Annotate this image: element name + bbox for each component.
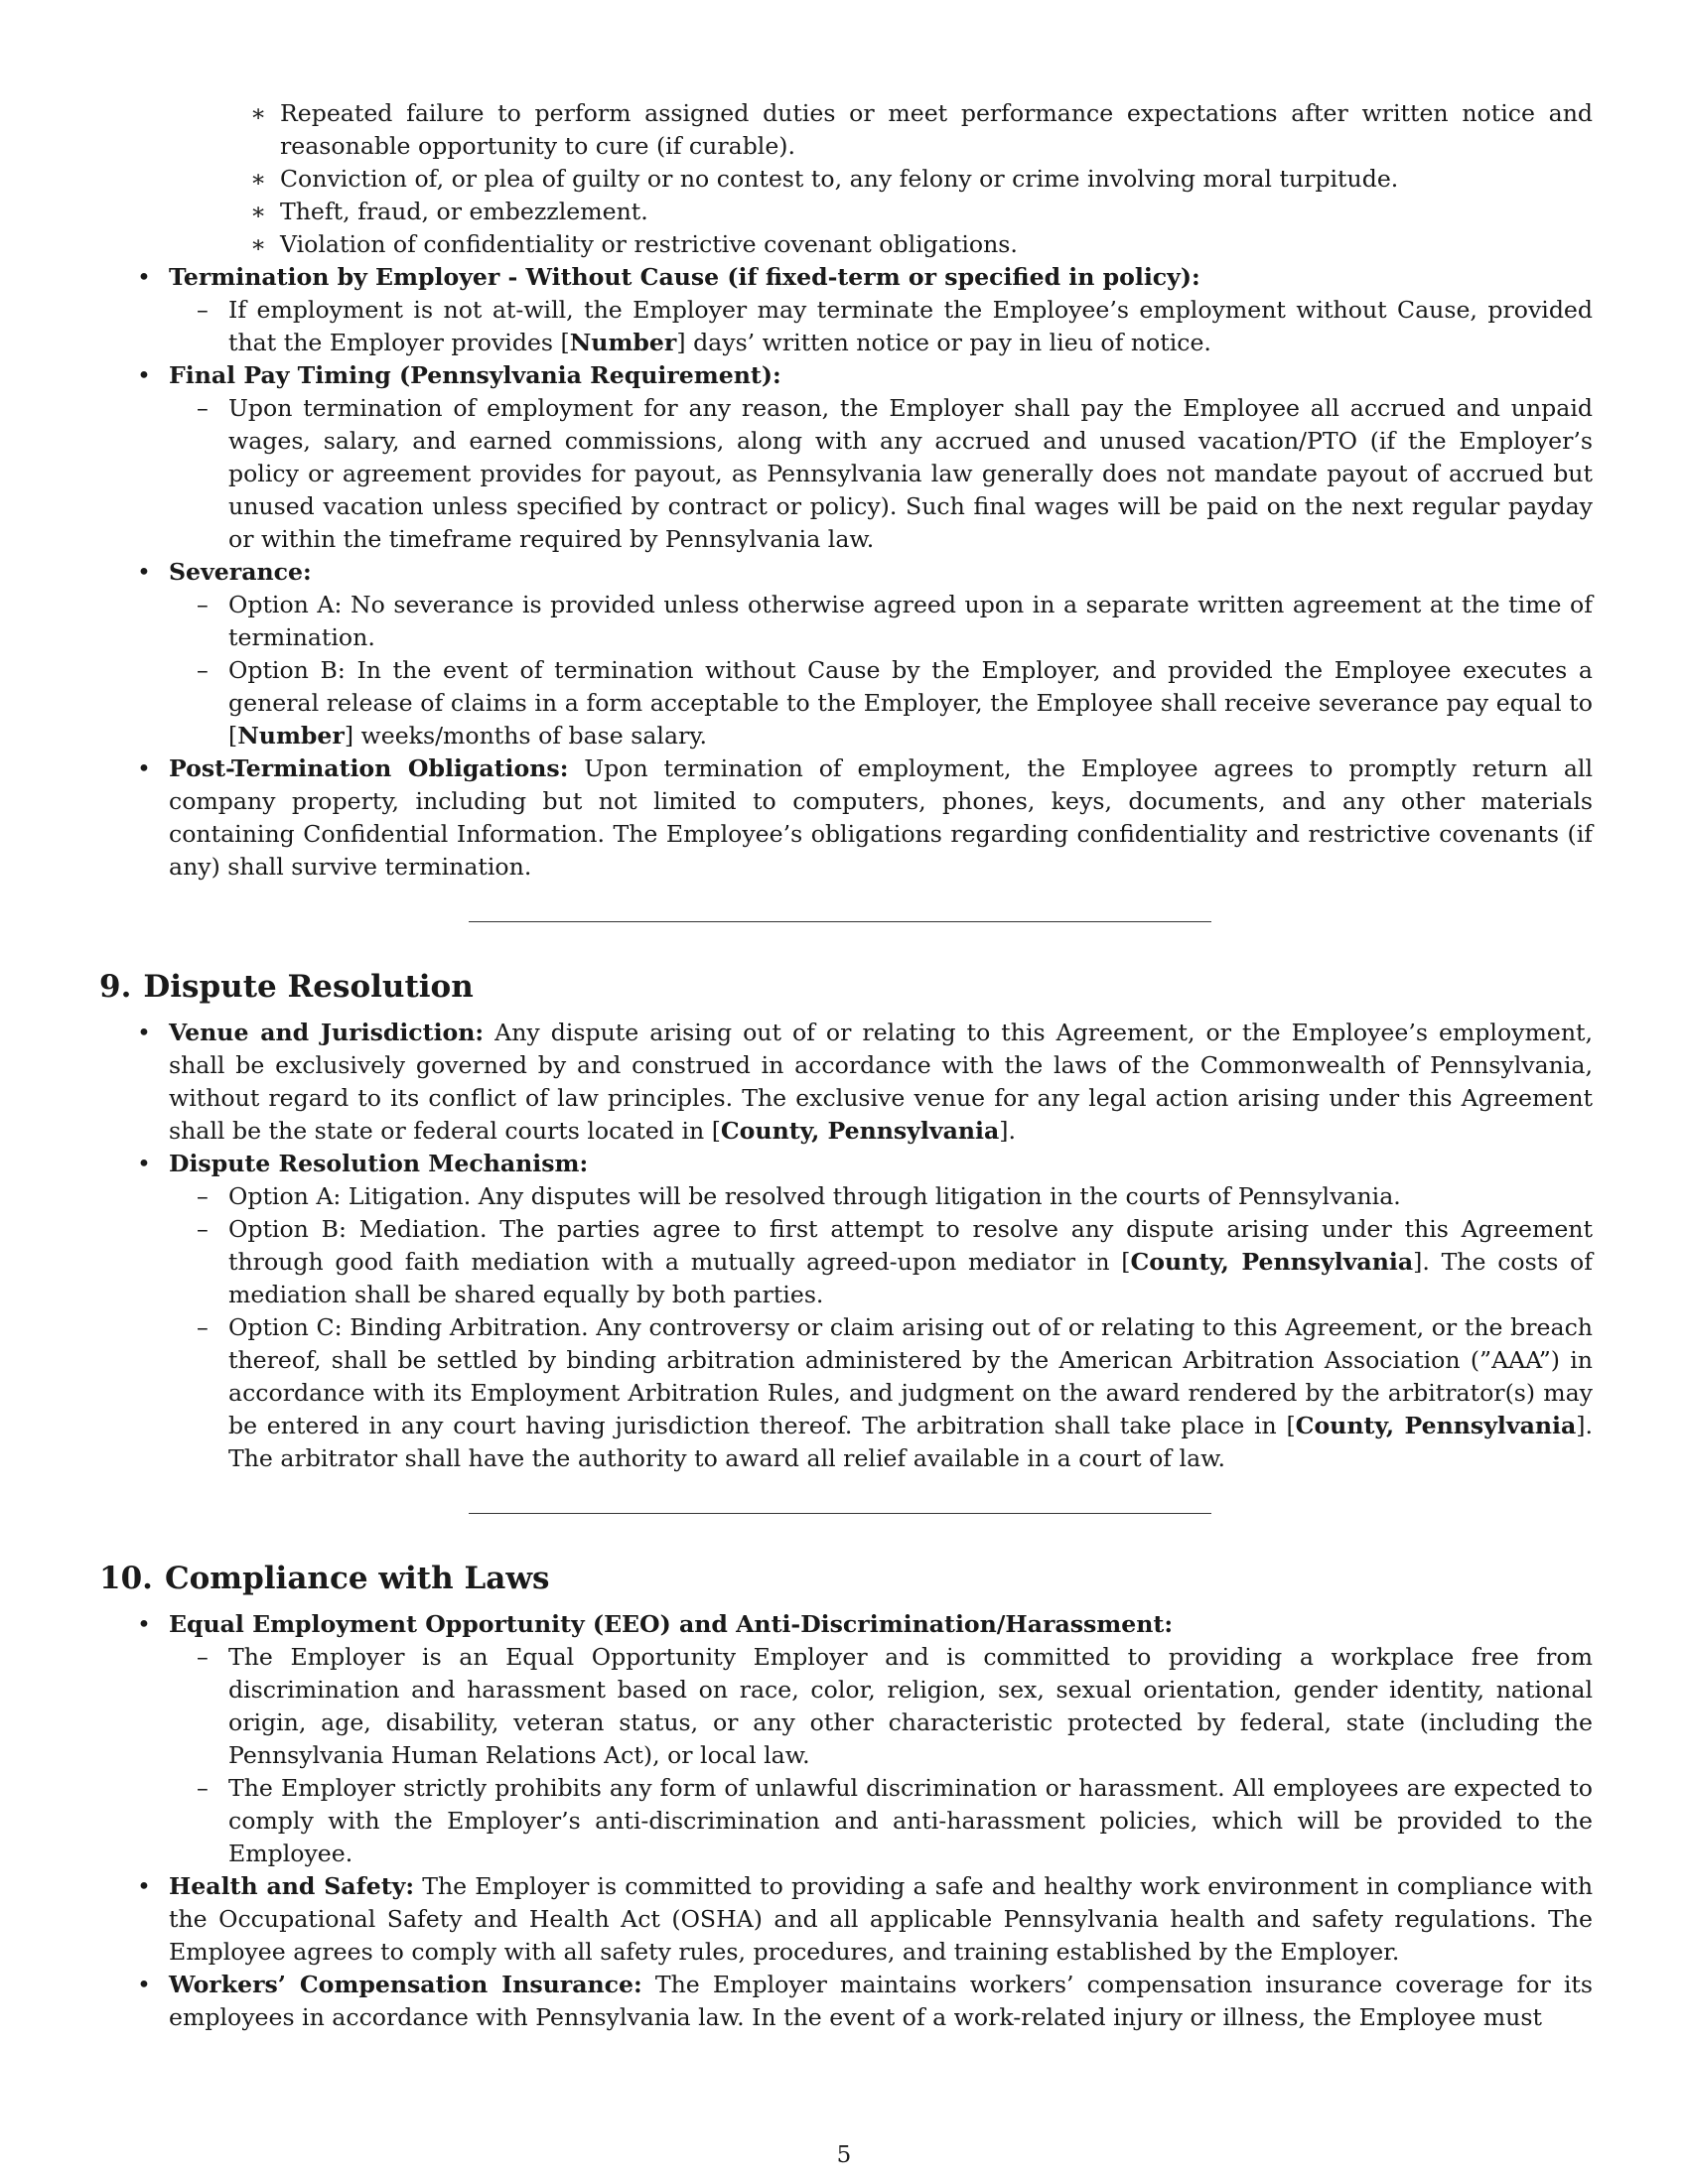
star-marker: ∗ xyxy=(250,99,267,127)
bullet-eeo xyxy=(137,1608,1593,1641)
dash-marker: – xyxy=(197,296,209,324)
list-item: ∗ Violation of confidentiality or restrictive covenant obligations. xyxy=(250,228,1593,261)
item-heading: Dispute Resolution Mechanism: xyxy=(169,1150,589,1177)
item-heading: Severance: xyxy=(169,558,312,586)
bullet-marker: • xyxy=(137,263,151,291)
bullet-marker: • xyxy=(137,754,151,782)
page-number: 5 xyxy=(836,2142,852,2168)
bullet-post-termination: • Post-Termination Obligations: Upon termination of employment, the Employee agrees to promptly return all company property, including but not limited to computers, phones, keys, documents, and any other materials containing Confidential Information. The Employee’s obligations regarding confidentiality and restrictive covenants (if any) shall survive termination. xyxy=(137,754,1593,881)
bullet-marker: • xyxy=(137,1971,151,1998)
sub-item: – Option A: No severance is provided unless otherwise agreed upon in a separate written agreement at the time of termination. xyxy=(197,591,1593,651)
sub-item: – Option B: In the event of termination without Cause by the Employer, and provided the Employee executes a general release of claims in a form acceptable to the Employer, the Employee shall receive severance pay equal to [Number] weeks/months of base salary. xyxy=(197,656,1593,750)
dash-marker: – xyxy=(197,656,209,684)
bullet-venue: • Venue and Jurisdiction: Any dispute arising out of or relating to this Agreement, or the Employee’s employment, shall be exclusively governed by and construed in accordance with the laws of the Commonwealth of Pennsylvania, without regard to its conflict of law principles. The exclusive venue for any legal action arising under this Agreement shall be the state or federal courts located in [County, Pennsylvania]. xyxy=(137,1019,1593,1145)
item-heading: Health and Safety: xyxy=(169,1872,415,1900)
sub-item: – The Employer is an Equal Opportunity Employer and is committed to providing a workplace free from discrimination and harassment based on race, color, religion, sex, sexual orientation, gender identity, national origin, age, disability, veteran status, or any other characteristic protected by federal, state (including the Pennsylvania Human Relations Act), or local law. xyxy=(197,1643,1593,1769)
dash-marker: – xyxy=(197,394,209,422)
star-marker: ∗ xyxy=(250,198,267,225)
bullet-mechanism xyxy=(137,1148,1593,1180)
dash-marker: – xyxy=(197,1313,209,1341)
dash-marker: – xyxy=(197,591,209,618)
sub-item: – Upon termination of employment for any reason, the Employer shall pay the Employee all accrued and unpaid wages, salary, and earned commissions, along with any accrued and unused vacation/PTO (if the Employer’s policy or agreement provides for payout, as Pennsylvania law generally does not mandate payout of accrued but unused vacation unless specified by contract or policy). Such final wages will be paid on the next regular payday or within the timeframe required by Pennsylvania law. xyxy=(197,394,1593,553)
list-item: ∗ Theft, fraud, or embezzlement. xyxy=(250,196,1593,228)
sub-item: – The Employer strictly prohibits any form of unlawful discrimination or harassment. All employees are expected to comply with the Employer’s anti-discrimination and anti-harassment policies, which will be provided to the Employee. xyxy=(197,1774,1593,1867)
bullet-marker: • xyxy=(137,558,151,586)
section-divider xyxy=(469,921,1211,922)
bullet-without-cause xyxy=(137,261,1593,294)
bullet-marker: • xyxy=(137,361,151,389)
bullet-marker: • xyxy=(137,1150,151,1177)
bullet-workers-comp: • Workers’ Compensation Insurance: The Employer maintains workers’ compensation insurance coverage for its employees in accordance with Pennsylvania law. In the event of a work-related injury or illness, the Employee must xyxy=(137,1971,1594,2031)
list-item: ∗ Repeated failure to perform assigned duties or meet performance expectations after written notice and reasonable opportunity to cure (if curable). xyxy=(250,99,1593,160)
item-heading: Termination by Employer - Without Cause (if fixed-term or specified in policy): xyxy=(169,263,1200,291)
bullet-final-pay xyxy=(137,359,1593,392)
dash-marker: – xyxy=(197,1215,209,1243)
document-page xyxy=(99,97,1593,2034)
star-marker: ∗ xyxy=(250,230,267,258)
bullet-marker: • xyxy=(137,1872,151,1900)
dash-marker: – xyxy=(197,1774,209,1802)
section-heading: 9. Dispute Resolution xyxy=(99,969,474,1005)
sub-item: – Option C: Binding Arbitration. Any controversy or claim arising out of or relating to this Agreement, or the breach thereof, shall be settled by binding arbitration administered by the American Arbitration Association (”AAA”) in accordance with its Employment Arbitration Rules, and judgment on the award rendered by the arbitrator(s) may be entered in any court having jurisdiction thereof. The arbitration shall take place in [County, Pennsylvania]. The arbitrator shall have the authority to award all relief available in a court of law. xyxy=(197,1313,1593,1472)
item-heading: Workers’ Compensation Insurance: xyxy=(169,1971,642,1998)
item-heading: Final Pay Timing (Pennsylvania Requirement): xyxy=(169,361,781,389)
item-heading: Venue and Jurisdiction: xyxy=(169,1019,485,1046)
sub-item: – Option A: Litigation. Any disputes will be resolved through litigation in the courts of Pennsylvania. xyxy=(228,1180,1593,1213)
bullet-marker: • xyxy=(137,1610,151,1638)
item-heading: Equal Employment Opportunity (EEO) and Anti-Discrimination/Harassment: xyxy=(169,1610,1174,1638)
bullet-marker: • xyxy=(137,1019,151,1046)
sub-item: – Option B: Mediation. The parties agree to first attempt to resolve any dispute arising under this Agreement through good faith mediation with a mutually agreed-upon mediator in [County, Pennsylvania]. The costs of mediation shall be shared equally by both parties. xyxy=(197,1215,1593,1308)
star-marker: ∗ xyxy=(250,165,267,193)
bullet-health-safety: • Health and Safety: The Employer is committed to providing a safe and healthy work environment in compliance with the Occupational Safety and Health Act (OSHA) and all applicable Pennsylvania health and safety regulations. The Employee agrees to comply with all safety rules, procedures, and training established by the Employer. xyxy=(137,1872,1594,1966)
bullet-severance xyxy=(137,556,1593,589)
item-heading: Post-Termination Obligations: xyxy=(169,754,569,782)
section-divider xyxy=(469,1513,1211,1514)
section-heading: 10. Compliance with Laws xyxy=(99,1561,550,1596)
sub-item: – If employment is not at-will, the Employer may terminate the Employee’s employment without Cause, provided that the Employer provides [Number] days’ written notice or pay in lieu of notice. xyxy=(197,296,1593,356)
dash-marker: – xyxy=(197,1182,209,1210)
dash-marker: – xyxy=(197,1643,209,1671)
list-item: ∗ Conviction of, or plea of guilty or no contest to, any felony or crime involving moral turpitude. xyxy=(250,163,1593,196)
